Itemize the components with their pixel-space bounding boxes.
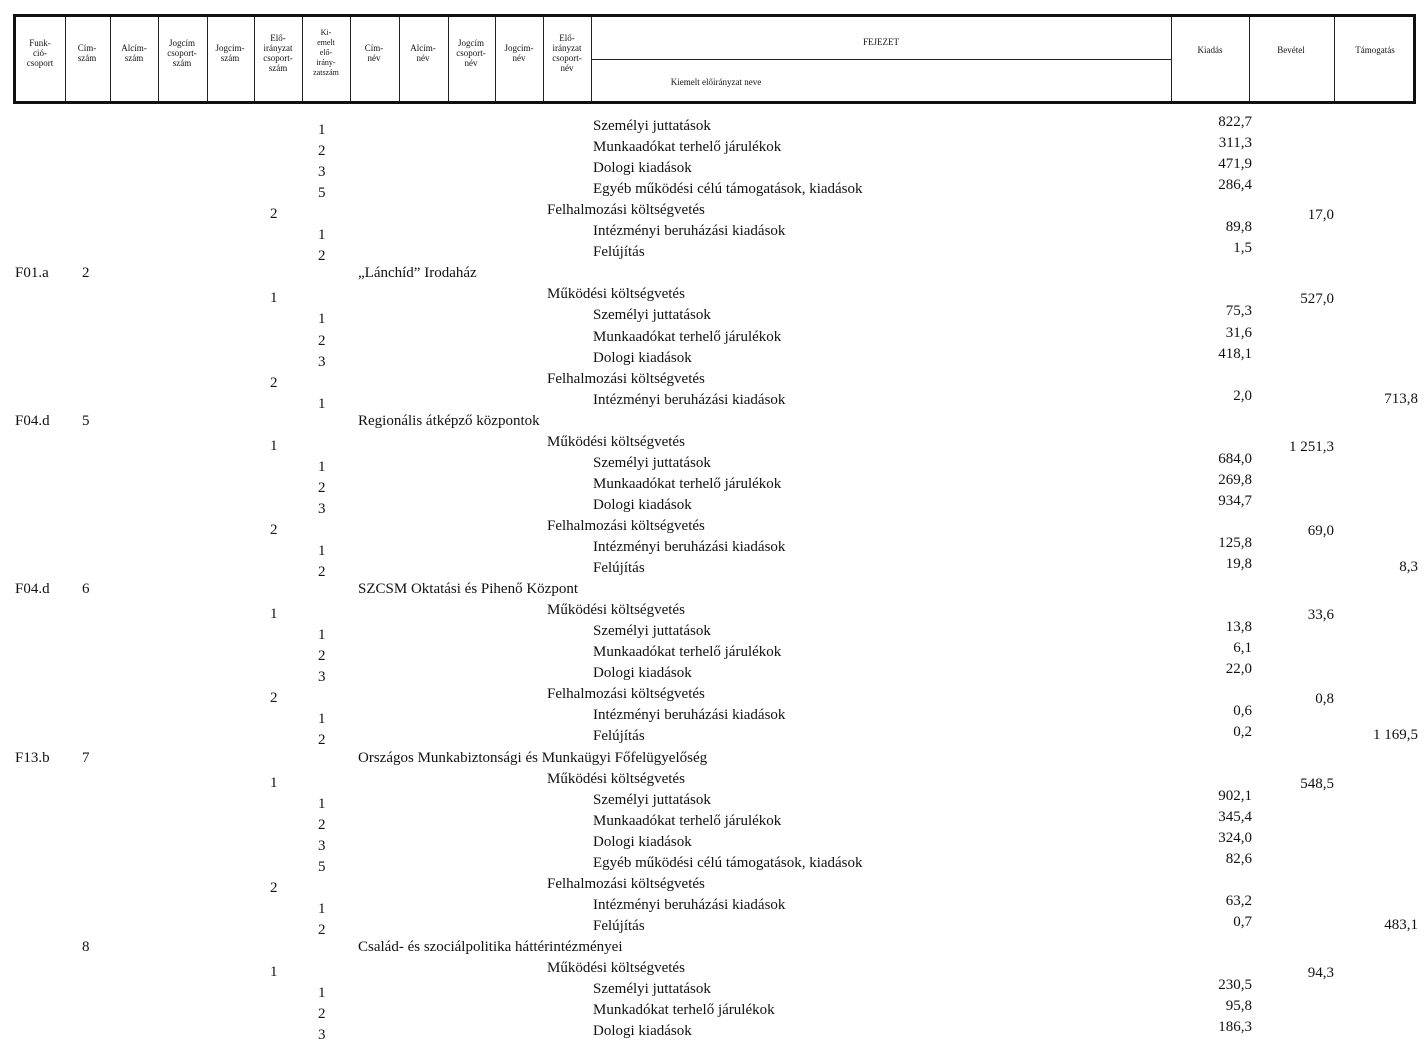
kiadas-value: 125,8 xyxy=(1218,535,1252,551)
kiadas-value: 95,8 xyxy=(1225,998,1252,1015)
table-row xyxy=(0,177,1428,202)
eloirany-csoport-name: Felhalmozási költségvetés xyxy=(547,686,705,703)
table-row xyxy=(0,661,1428,686)
eloirany-csoport-name: Működési költségvetés xyxy=(547,602,685,619)
header-col: Ki- emelt elő- irány- zatszám xyxy=(313,28,339,77)
eloirany-csoport-name: Működési költségvetés xyxy=(547,960,685,976)
kiemelt-name: Munkaadókat terhelő járulékok xyxy=(593,812,782,829)
table-row xyxy=(0,517,1428,537)
table-row xyxy=(0,808,1428,833)
table-row xyxy=(0,998,1428,1023)
table-row xyxy=(0,619,1428,644)
kiemelt-number: 1 xyxy=(318,458,326,475)
table-row xyxy=(0,219,1428,244)
kiemelt-number: 1 xyxy=(318,543,326,559)
table-row xyxy=(0,412,1428,432)
table-row xyxy=(0,640,1428,665)
funkcio-code: F04.d xyxy=(15,412,50,429)
table-row xyxy=(0,1019,1428,1044)
eloirany-csoport-name: Felhalmozási költségvetés xyxy=(547,517,705,534)
table-row xyxy=(0,345,1428,370)
header-divider xyxy=(1171,17,1172,101)
kiemelt-name: Munkaadókat terhelő járulékok xyxy=(593,139,782,156)
kiemelt-number: 5 xyxy=(318,858,326,875)
table-header xyxy=(13,14,1416,104)
table-row xyxy=(0,492,1428,517)
header-divider xyxy=(302,17,303,101)
kiadas-value: 63,2 xyxy=(1225,892,1252,909)
kiemelt-number: 2 xyxy=(318,143,326,160)
header-col: Alcím- szám xyxy=(121,43,147,63)
header-divider xyxy=(65,17,66,101)
kiemelt-number: 3 xyxy=(318,353,326,370)
eloirany-csoport-name: Működési költségvetés xyxy=(547,770,685,787)
cim-number: 5 xyxy=(82,412,90,429)
table-row xyxy=(0,387,1428,412)
kiemelt-name: Intézményi beruházási kiadások xyxy=(593,223,786,240)
kiadas-value: 684,0 xyxy=(1218,450,1252,467)
cim-name: Regionális átképző központok xyxy=(358,412,540,429)
cim-name: Országos Munkabiztonsági és Munkaügyi Főfelügyelőség xyxy=(358,749,708,766)
header-divider xyxy=(591,59,1171,60)
kiemelt-number: 1 xyxy=(318,627,326,644)
eloirany-csoport-name: Működési költségvetés xyxy=(547,433,685,450)
cim-number: 6 xyxy=(82,581,90,598)
kiemelt-number: 2 xyxy=(318,332,326,349)
table-row xyxy=(0,114,1428,138)
kiemelt-number: 1 xyxy=(318,711,326,728)
eloirany-csoport-number: 2 xyxy=(270,374,278,391)
kiemelt-number: 2 xyxy=(318,479,326,496)
kiemelt-name: Dologi kiadások xyxy=(593,1023,692,1040)
table-row xyxy=(0,433,1428,453)
kiadas-value: 345,4 xyxy=(1218,808,1252,825)
header-divider xyxy=(254,17,255,101)
table-row xyxy=(0,892,1428,917)
eloirany-csoport-number: 2 xyxy=(270,879,278,896)
kiadas-value: 31,6 xyxy=(1225,324,1252,341)
kiadas-value: 82,6 xyxy=(1225,850,1252,867)
kiemelt-number: 1 xyxy=(318,122,326,138)
kiemelt-number: 1 xyxy=(318,395,326,412)
cim-name: Család- és szociálpolitika háttérintézményei xyxy=(358,938,623,955)
kiadas-value: 13,8 xyxy=(1225,619,1252,636)
kiemelt-number: 1 xyxy=(318,795,326,812)
header-col: Funk- ció- csoport xyxy=(26,38,54,68)
kiadas-value: 186,3 xyxy=(1218,1019,1252,1036)
kiemelt-number: 2 xyxy=(318,648,326,665)
kiemelt-number: 2 xyxy=(318,1006,326,1023)
table-row xyxy=(0,829,1428,854)
kiadas-value: 902,1 xyxy=(1218,787,1252,804)
eloirany-csoport-number: 1 xyxy=(270,437,278,454)
table-row xyxy=(0,685,1428,708)
table-row xyxy=(0,471,1428,496)
header-col: Jogcím csoport- szám xyxy=(167,38,197,68)
kiadas-value: 22,0 xyxy=(1225,661,1252,678)
kiadas-value: 75,3 xyxy=(1225,303,1252,320)
table-row xyxy=(0,240,1428,265)
eloirany-csoport-number: 1 xyxy=(270,606,278,623)
bevetel-value: 1 251,3 xyxy=(1289,438,1334,455)
table-row xyxy=(0,156,1428,181)
header-divider xyxy=(448,17,449,101)
kiemelt-name: Személyi juttatások xyxy=(593,454,711,471)
table-row xyxy=(0,724,1428,749)
tamogatas-value: 713,8 xyxy=(1384,390,1418,407)
kiadas-value: 418,1 xyxy=(1218,345,1252,362)
table-row xyxy=(0,770,1428,790)
header-col: Elő- irányzat csoport- név xyxy=(552,33,582,73)
kiemelt-number: 3 xyxy=(318,669,326,686)
bevetel-value: 33,6 xyxy=(1307,607,1334,624)
kiemelt-name: Felújítás xyxy=(593,244,645,261)
kiadas-value: 324,0 xyxy=(1218,829,1252,846)
kiemelt-name: Egyéb működési célú támogatások, kiadások xyxy=(593,181,863,198)
header-divider xyxy=(158,17,159,101)
kiemelt-name: Dologi kiadások xyxy=(593,160,692,177)
table-row xyxy=(0,135,1428,160)
table-row xyxy=(0,703,1428,728)
kiemelt-number: 1 xyxy=(318,900,326,917)
kiemelt-name: Felújítás xyxy=(593,560,645,577)
kiemelt-number: 1 xyxy=(318,985,326,1002)
kiemelt-name: Intézményi beruházási kiadások xyxy=(593,391,786,408)
table-row xyxy=(0,977,1428,1002)
table-row xyxy=(0,556,1428,581)
kiadas-value: 822,7 xyxy=(1218,114,1252,130)
header-col: Jogcím- szám xyxy=(215,43,245,63)
kiemelt-name: Dologi kiadások xyxy=(593,496,692,513)
kiemelt-name: Felújítás xyxy=(593,917,645,934)
header-kiadas: Kiadás xyxy=(1197,45,1223,55)
kiadas-value: 89,8 xyxy=(1225,219,1252,236)
eloirany-csoport-name: Felhalmozási költségvetés xyxy=(547,370,705,387)
kiemelt-name: Személyi juttatások xyxy=(593,623,711,640)
eloirany-csoport-number: 2 xyxy=(270,690,278,707)
kiemelt-name: Intézményi beruházási kiadások xyxy=(593,539,786,555)
kiemelt-number: 1 xyxy=(318,311,326,328)
header-col: Elő- irányzat csoport- szám xyxy=(263,33,293,73)
eloirany-csoport-number: 2 xyxy=(270,521,278,538)
cim-number: 2 xyxy=(82,265,90,282)
kiemelt-name: Személyi juttatások xyxy=(593,118,711,134)
header-col: Jogcím- név xyxy=(504,43,534,63)
kiadas-value: 471,9 xyxy=(1218,156,1252,173)
header-tamogatas: Támogatás xyxy=(1355,45,1395,55)
table-row xyxy=(0,850,1428,875)
kiemelt-number: 1 xyxy=(318,227,326,244)
kiemelt-number: 3 xyxy=(318,164,326,181)
kiadas-value: 269,8 xyxy=(1218,471,1252,488)
table-row xyxy=(0,601,1428,624)
header-divider xyxy=(350,17,351,101)
kiemelt-number: 2 xyxy=(318,248,326,265)
header-col: Cím- szám xyxy=(77,43,97,63)
eloirany-csoport-number: 1 xyxy=(270,774,278,791)
header-bevetel: Bevétel xyxy=(1277,45,1305,55)
kiemelt-number: 5 xyxy=(318,185,326,202)
kiadas-value: 6,1 xyxy=(1233,640,1252,657)
kiemelt-name: Dologi kiadások xyxy=(593,833,692,850)
header-fejezet: FEJEZET xyxy=(863,37,899,47)
table-row xyxy=(0,535,1428,559)
kiemelt-number: 2 xyxy=(318,564,326,581)
kiadas-value: 311,3 xyxy=(1218,135,1252,152)
kiadas-value: 19,8 xyxy=(1225,556,1252,573)
funkcio-code: F01.a xyxy=(15,265,49,282)
header-divider xyxy=(399,17,400,101)
kiadas-value: 286,4 xyxy=(1218,177,1252,194)
kiemelt-name: Munkadókat terhelő járulékok xyxy=(593,1002,775,1019)
table-row xyxy=(0,264,1428,284)
kiemelt-name: Dologi kiadások xyxy=(593,665,692,682)
cim-name: „Lánchíd” Irodaház xyxy=(358,265,477,282)
bevetel-value: 94,3 xyxy=(1307,965,1334,981)
eloirany-csoport-name: Felhalmozási költségvetés xyxy=(547,202,705,219)
header-divider xyxy=(495,17,496,101)
table-row xyxy=(0,580,1428,600)
header-col: Cím- név xyxy=(364,43,384,63)
table-row xyxy=(0,959,1428,979)
table-row xyxy=(0,787,1428,812)
table-row xyxy=(0,285,1428,308)
funkcio-code: F13.b xyxy=(15,749,50,766)
bevetel-value: 17,0 xyxy=(1307,207,1334,224)
tamogatas-value: 1 169,5 xyxy=(1373,727,1418,744)
header-divider xyxy=(1249,17,1250,101)
tamogatas-value: 8,3 xyxy=(1399,559,1418,576)
header-divider xyxy=(543,17,544,101)
table-row xyxy=(0,938,1428,958)
eloirany-csoport-number: 1 xyxy=(270,290,278,307)
table-row xyxy=(0,303,1428,328)
header-kiemelt-nev: Kiemelt előirányzat neve xyxy=(670,77,762,87)
kiemelt-number: 2 xyxy=(318,816,326,833)
kiemelt-name: Egyéb működési célú támogatások, kiadások xyxy=(593,854,863,871)
table-row xyxy=(0,450,1428,475)
tamogatas-value: 483,1 xyxy=(1384,916,1418,933)
header-col: Alcím- név xyxy=(410,43,436,63)
kiadas-value: 0,2 xyxy=(1233,724,1252,741)
kiadas-value: 934,7 xyxy=(1218,492,1252,509)
eloirany-csoport-number: 1 xyxy=(270,964,278,980)
kiemelt-name: Felújítás xyxy=(593,728,645,745)
table-row xyxy=(0,749,1428,769)
header-divider xyxy=(110,17,111,101)
kiemelt-number: 3 xyxy=(318,837,326,854)
kiemelt-name: Intézményi beruházási kiadások xyxy=(593,896,786,913)
cim-number: 7 xyxy=(82,749,90,766)
bevetel-value: 548,5 xyxy=(1300,775,1334,792)
kiemelt-number: 2 xyxy=(318,921,326,938)
bevetel-value: 0,8 xyxy=(1315,691,1334,708)
kiemelt-name: Személyi juttatások xyxy=(593,307,711,324)
kiadas-value: 230,5 xyxy=(1218,977,1252,994)
table-row xyxy=(0,324,1428,349)
kiemelt-name: Intézményi beruházási kiadások xyxy=(593,707,786,724)
kiemelt-number: 3 xyxy=(318,1027,326,1044)
kiemelt-name: Munkaadókat terhelő járulékok xyxy=(593,644,782,661)
header-col: Jogcím csoport- név xyxy=(456,38,486,68)
table-row xyxy=(0,913,1428,938)
funkcio-code: F04.d xyxy=(15,581,50,598)
kiemelt-name: Munkaadókat terhelő járulékok xyxy=(593,475,782,492)
kiadas-value: 0,7 xyxy=(1233,913,1252,930)
kiemelt-number: 2 xyxy=(318,732,326,749)
eloirany-csoport-name: Működési költségvetés xyxy=(547,286,685,303)
kiadas-value: 2,0 xyxy=(1233,387,1252,404)
bevetel-value: 527,0 xyxy=(1300,291,1334,308)
header-divider xyxy=(1334,17,1335,101)
table-row xyxy=(0,201,1428,224)
bevetel-value: 69,0 xyxy=(1307,522,1334,539)
table-row xyxy=(0,370,1428,390)
eloirany-csoport-number: 2 xyxy=(270,206,278,223)
kiemelt-name: Dologi kiadások xyxy=(593,349,692,366)
kiadas-value: 1,5 xyxy=(1233,240,1252,257)
kiadas-value: 0,6 xyxy=(1233,703,1252,720)
cim-number: 8 xyxy=(82,938,90,955)
eloirany-csoport-name: Felhalmozási költségvetés xyxy=(547,875,705,892)
header-divider xyxy=(207,17,208,101)
table-row xyxy=(0,875,1428,895)
kiemelt-number: 3 xyxy=(318,500,326,517)
kiemelt-name: Személyi juttatások xyxy=(593,791,711,808)
cim-name: SZCSM Oktatási és Pihenő Központ xyxy=(358,581,578,598)
kiemelt-name: Munkaadókat terhelő járulékok xyxy=(593,328,782,345)
kiemelt-name: Személyi juttatások xyxy=(593,981,711,998)
